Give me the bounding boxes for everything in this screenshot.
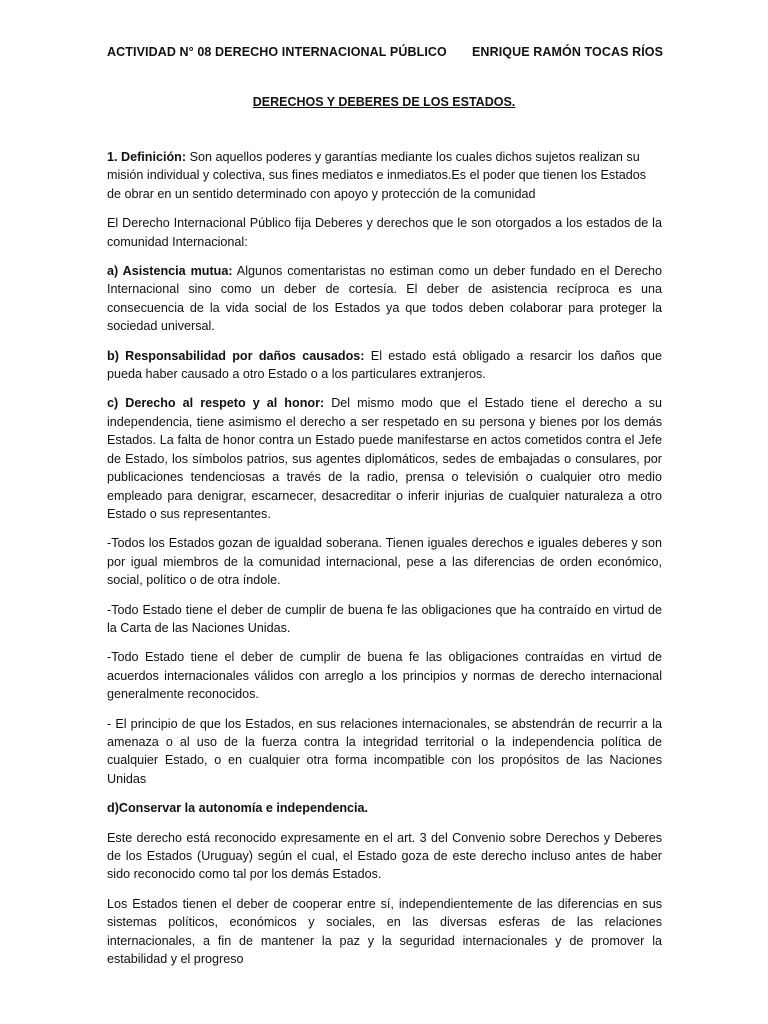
paragraph-acuerdos xyxy=(107,648,662,703)
paragraph-text: Este derecho está reconocido expresamente en el art. 3 del Convenio sobre Derechos y Deberes de los Estados (Uruguay) según el cual, el Estado goza de este derecho incluso antes de haber sido reconocido como tal por los demás Estados. xyxy=(107,830,662,882)
author-name: ENRIQUE RAMÓN TOCAS RÍOS xyxy=(472,45,664,59)
paragraph-text: -Todos los Estados gozan de igualdad soberana. Tienen iguales derechos e iguales deberes y son por igual miembros de la comunidad internacional, pese a las diferencias de orden económico, social, político o de otra índole. xyxy=(107,536,662,588)
paragraph-carta xyxy=(107,601,662,638)
paragraph-text: Son aquellos poderes y garantías mediante los cuales dichos sujetos realizan su misión individual y colectiva, sus fines mediatos e inmediatos.Es el poder que tienen los Estados de obrar en un sentido determinado con apoyo y protección de la comunidad xyxy=(107,150,647,201)
paragraph-lead: b) Responsabilidad por daños causados: xyxy=(107,348,365,363)
paragraph-definicion xyxy=(107,148,662,203)
paragraph-text: -Todo Estado tiene el deber de cumplir de buena fe las obligaciones contraídas en virtud de acuerdos internacionales válidos con arreglo a los principios y normas de derecho internacional generalmente reconocidos. xyxy=(107,650,662,702)
document-body xyxy=(107,148,662,979)
paragraph-lead: 1. Definición: xyxy=(107,150,187,164)
paragraph-text: -Todo Estado tiene el deber de cumplir de buena fe las obligaciones que ha contraído en virtud de la Carta de las Naciones Unidas. xyxy=(107,602,662,635)
paragraph-intro xyxy=(107,214,662,251)
paragraph-lead: c) Derecho al respeto y al honor: xyxy=(107,396,325,411)
paragraph-asistencia xyxy=(107,262,662,336)
paragraph-igualdad xyxy=(107,534,662,589)
paragraph-fuerza xyxy=(107,715,662,789)
paragraph-responsabilidad xyxy=(107,347,662,384)
paragraph-text: Del mismo modo que el Estado tiene el derecho a su independencia, tiene asimismo el derecho a ser respetado en su persona y bienes por los demás Estados. La falta de honor contra un Estado puede manifestarse en actos cometidos contra el Jefe de Estado, los símbolos patrios, sus agentes diplomáticos, sedes de embajadas o consulares, por publicaciones tendenciosas a través de la radio, prensa o televisión o cualquier otro medio empleado para denigrar, escarnecer, desacreditar o inferir injurias de cualquier naturaleza a otro Estado o sus representantes. xyxy=(107,396,662,521)
paragraph-text: - El principio de que los Estados, en sus relaciones internacionales, se abstendrán de recurrir a la amenaza o al uso de la fuerza contra la integridad territorial o la independencia política de cualquier Estado, o en cualquier otra forma incompatible con los propósitos de las Naciones Unidas xyxy=(107,716,662,786)
paragraph-lead: a) Asistencia mutua: xyxy=(107,264,233,279)
paragraph-convenio xyxy=(107,829,662,884)
paragraph-cooperar xyxy=(107,895,662,969)
section-heading-autonomia xyxy=(107,799,662,817)
paragraph-text: Algunos comentaristas no estiman como un deber fundado en el Derecho Internacional sino como un deber de cortesía. El deber de asistencia recíproca es una consecuencia de la vida social de los Estados ya que todos deben colaborar para proteger la sociedad universal. xyxy=(107,264,663,334)
document-title: DERECHOS Y DEBERES DE LOS ESTADOS. xyxy=(252,95,516,109)
course-name: DERECHO INTERNACIONAL PÚBLICO xyxy=(215,45,447,59)
activity-number: ACTIVIDAD N° 08 xyxy=(107,45,212,59)
heading-text: d)Conservar la autonomía e independencia. xyxy=(107,801,369,816)
paragraph-respeto xyxy=(107,394,662,523)
paragraph-text: El estado está obligado a resarcir los daños que pueda haber causado a otro Estado o a los particulares extranjeros. xyxy=(107,348,662,382)
paragraph-text: Los Estados tienen el deber de cooperar entre sí, independientemente de las diferencias en sus sistemas políticos, económicos y sociales, en las diversas esferas de las relaciones internacionales, a fin de mantener la paz y la seguridad internacionales y de promover la estabilidad y el progreso xyxy=(107,896,662,967)
paragraph-text: El Derecho Internacional Público fija Deberes y derechos que le son otorgados a los estados de la comunidad Internacional: xyxy=(107,216,662,249)
